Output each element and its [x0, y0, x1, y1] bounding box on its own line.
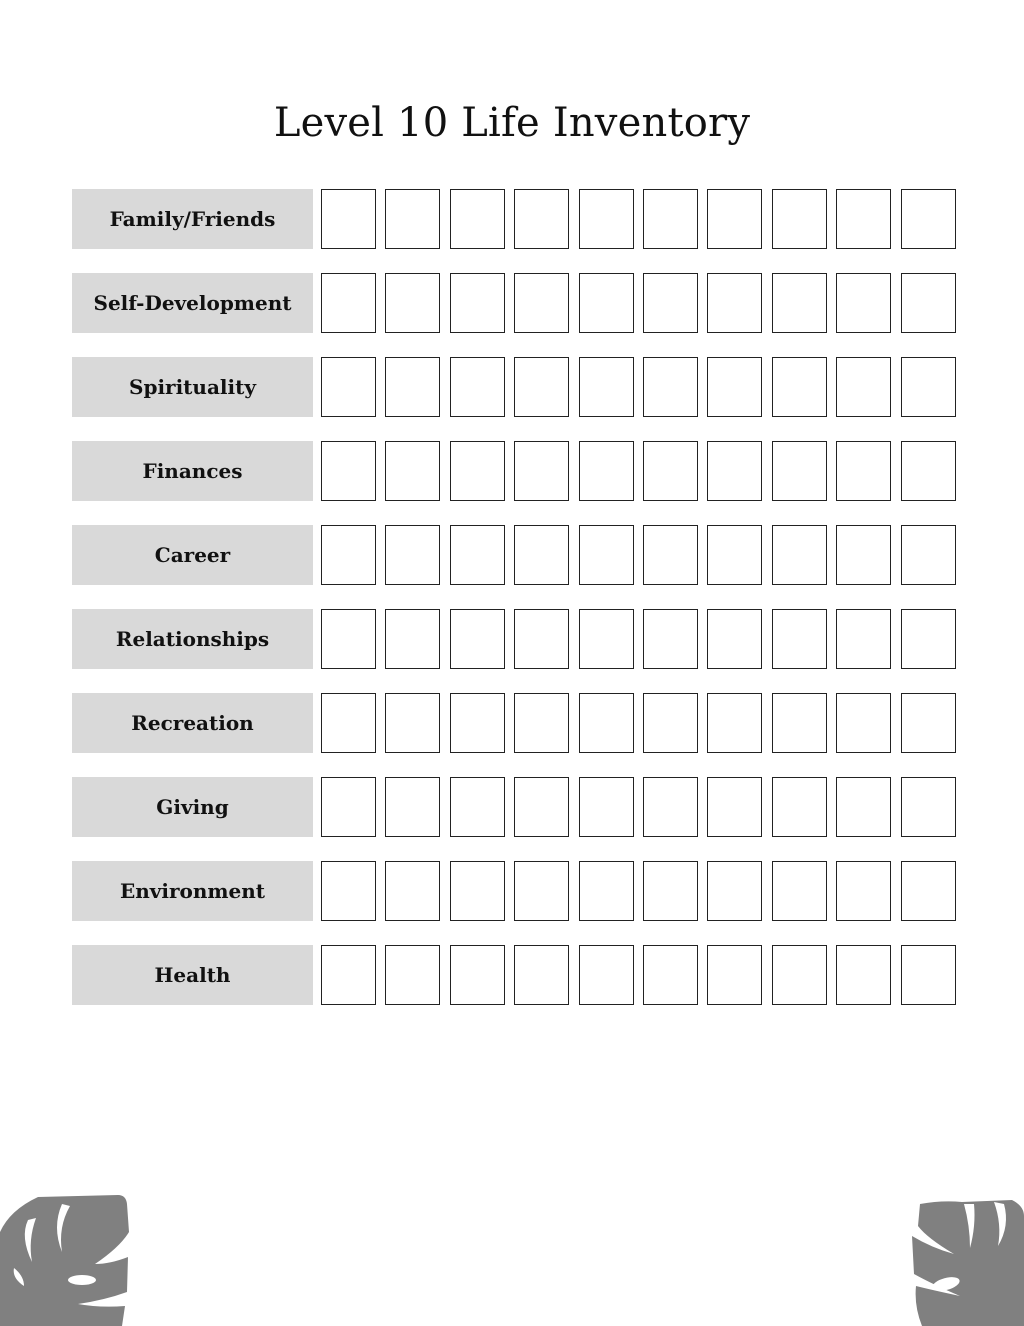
- category-label: Giving: [72, 777, 313, 837]
- rating-box-1[interactable]: [321, 273, 376, 333]
- rating-box-7[interactable]: [707, 189, 762, 249]
- rating-box-3[interactable]: [450, 441, 505, 501]
- rating-box-2[interactable]: [385, 693, 440, 753]
- rating-box-8[interactable]: [772, 945, 827, 1005]
- page-title: Level 10 Life Inventory: [273, 100, 751, 146]
- rating-box-7[interactable]: [707, 441, 762, 501]
- rating-box-3[interactable]: [450, 273, 505, 333]
- inventory-row: [72, 525, 956, 585]
- rating-box-5[interactable]: [579, 441, 634, 501]
- rating-box-3[interactable]: [450, 189, 505, 249]
- rating-box-10[interactable]: [901, 945, 956, 1005]
- rating-box-1[interactable]: [321, 441, 376, 501]
- rating-box-1[interactable]: [321, 861, 376, 921]
- rating-box-9[interactable]: [836, 861, 891, 921]
- rating-box-9[interactable]: [836, 609, 891, 669]
- rating-box-4[interactable]: [514, 777, 569, 837]
- inventory-row: [72, 945, 956, 1005]
- rating-box-5[interactable]: [579, 189, 634, 249]
- rating-box-3[interactable]: [450, 777, 505, 837]
- rating-box-10[interactable]: [901, 861, 956, 921]
- rating-box-8[interactable]: [772, 777, 827, 837]
- rating-box-7[interactable]: [707, 861, 762, 921]
- rating-box-4[interactable]: [514, 693, 569, 753]
- rating-box-1[interactable]: [321, 189, 376, 249]
- rating-box-10[interactable]: [901, 693, 956, 753]
- category-label: Career: [72, 525, 313, 585]
- rating-box-3[interactable]: [450, 357, 505, 417]
- rating-box-3[interactable]: [450, 861, 505, 921]
- inventory-row: [72, 861, 956, 921]
- rating-box-9[interactable]: [836, 693, 891, 753]
- rating-box-6[interactable]: [643, 693, 698, 753]
- rating-box-2[interactable]: [385, 189, 440, 249]
- rating-box-2[interactable]: [385, 945, 440, 1005]
- rating-box-9[interactable]: [836, 777, 891, 837]
- rating-box-8[interactable]: [772, 861, 827, 921]
- rating-box-7[interactable]: [707, 945, 762, 1005]
- rating-box-5[interactable]: [579, 609, 634, 669]
- rating-box-5[interactable]: [579, 273, 634, 333]
- rating-box-1[interactable]: [321, 777, 376, 837]
- rating-box-6[interactable]: [643, 609, 698, 669]
- rating-box-8[interactable]: [772, 357, 827, 417]
- rating-box-9[interactable]: [836, 357, 891, 417]
- rating-box-4[interactable]: [514, 189, 569, 249]
- rating-box-10[interactable]: [901, 189, 956, 249]
- rating-box-8[interactable]: [772, 609, 827, 669]
- rating-box-2[interactable]: [385, 525, 440, 585]
- rating-box-5[interactable]: [579, 777, 634, 837]
- rating-box-1[interactable]: [321, 357, 376, 417]
- category-label: Family/Friends: [72, 189, 313, 249]
- rating-box-7[interactable]: [707, 273, 762, 333]
- rating-box-3[interactable]: [450, 945, 505, 1005]
- inventory-row: [72, 777, 956, 837]
- rating-box-2[interactable]: [385, 777, 440, 837]
- rating-box-4[interactable]: [514, 273, 569, 333]
- inventory-row: [72, 273, 956, 333]
- monstera-leaf-icon: [0, 1192, 132, 1326]
- rating-box-8[interactable]: [772, 441, 827, 501]
- rating-box-5[interactable]: [579, 945, 634, 1005]
- category-label: Health: [72, 945, 313, 1005]
- rating-box-10[interactable]: [901, 273, 956, 333]
- rating-box-3[interactable]: [450, 525, 505, 585]
- monstera-leaf-icon: [912, 1196, 1024, 1326]
- rating-box-10[interactable]: [901, 525, 956, 585]
- rating-box-3[interactable]: [450, 693, 505, 753]
- rating-box-2[interactable]: [385, 609, 440, 669]
- rating-box-5[interactable]: [579, 693, 634, 753]
- rating-box-5[interactable]: [579, 861, 634, 921]
- rating-box-6[interactable]: [643, 273, 698, 333]
- rating-box-4[interactable]: [514, 441, 569, 501]
- rating-box-4[interactable]: [514, 861, 569, 921]
- rating-box-6[interactable]: [643, 441, 698, 501]
- rating-box-5[interactable]: [579, 357, 634, 417]
- rating-box-10[interactable]: [901, 777, 956, 837]
- rating-box-6[interactable]: [643, 777, 698, 837]
- inventory-row: [72, 441, 956, 501]
- rating-box-6[interactable]: [643, 861, 698, 921]
- category-label: Relationships: [72, 609, 313, 669]
- rating-box-7[interactable]: [707, 525, 762, 585]
- rating-box-7[interactable]: [707, 693, 762, 753]
- inventory-row: [72, 609, 956, 669]
- rating-box-10[interactable]: [901, 357, 956, 417]
- category-label: Environment: [72, 861, 313, 921]
- rating-box-6[interactable]: [643, 525, 698, 585]
- rating-box-8[interactable]: [772, 525, 827, 585]
- rating-box-4[interactable]: [514, 609, 569, 669]
- rating-box-8[interactable]: [772, 273, 827, 333]
- rating-box-1[interactable]: [321, 525, 376, 585]
- rating-box-7[interactable]: [707, 777, 762, 837]
- rating-box-5[interactable]: [579, 525, 634, 585]
- rating-box-7[interactable]: [707, 609, 762, 669]
- rating-box-10[interactable]: [901, 441, 956, 501]
- rating-box-9[interactable]: [836, 189, 891, 249]
- rating-box-2[interactable]: [385, 441, 440, 501]
- inventory-row: [72, 357, 956, 417]
- category-label: Recreation: [72, 693, 313, 753]
- rating-box-4[interactable]: [514, 525, 569, 585]
- rating-box-7[interactable]: [707, 357, 762, 417]
- category-label: Self-Development: [72, 273, 313, 333]
- inventory-row: [72, 189, 956, 249]
- rating-box-6[interactable]: [643, 189, 698, 249]
- rating-box-9[interactable]: [836, 945, 891, 1005]
- rating-box-4[interactable]: [514, 357, 569, 417]
- rating-box-6[interactable]: [643, 357, 698, 417]
- rating-box-9[interactable]: [836, 273, 891, 333]
- rating-box-2[interactable]: [385, 357, 440, 417]
- rating-box-9[interactable]: [836, 525, 891, 585]
- rating-box-8[interactable]: [772, 189, 827, 249]
- inventory-row: [72, 693, 956, 753]
- category-label: Finances: [72, 441, 313, 501]
- rating-box-2[interactable]: [385, 861, 440, 921]
- rating-box-3[interactable]: [450, 609, 505, 669]
- category-label: Spirituality: [72, 357, 313, 417]
- rating-box-10[interactable]: [901, 609, 956, 669]
- rating-box-1[interactable]: [321, 609, 376, 669]
- rating-box-1[interactable]: [321, 945, 376, 1005]
- rating-box-9[interactable]: [836, 441, 891, 501]
- rating-box-2[interactable]: [385, 273, 440, 333]
- rating-box-1[interactable]: [321, 693, 376, 753]
- rating-box-8[interactable]: [772, 693, 827, 753]
- rating-box-4[interactable]: [514, 945, 569, 1005]
- rating-box-6[interactable]: [643, 945, 698, 1005]
